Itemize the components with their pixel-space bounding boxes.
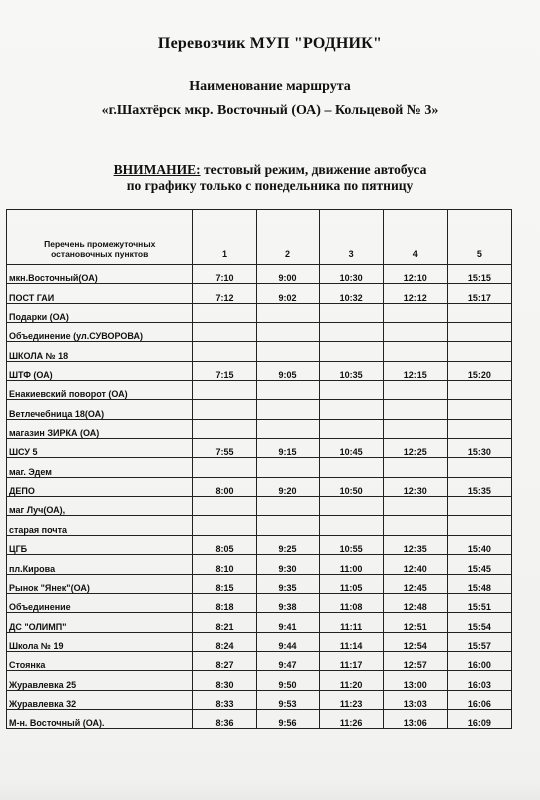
departure-time-cell (383, 400, 447, 419)
departure-time-cell: 7:15 (193, 361, 256, 380)
departure-time-cell (447, 303, 511, 322)
departure-time-cell (319, 342, 383, 361)
departure-time-cell (447, 419, 511, 438)
departure-time-cell (256, 458, 319, 477)
table-row (7, 671, 512, 690)
stop-name-cell: ШТФ (ОА) (7, 361, 193, 380)
departure-time-cell: 15:57 (447, 632, 511, 651)
stop-name-cell: ПОСТ ГАИ (7, 284, 193, 303)
departure-time-cell (193, 342, 256, 361)
departure-time-cell: 11:00 (319, 555, 383, 574)
departure-time-cell: 15:15 (447, 265, 511, 284)
carrier-title: Перевозчик МУП "РОДНИК" (157, 35, 383, 52)
table-row (7, 323, 512, 342)
departure-time-cell: 12:35 (383, 535, 447, 554)
departure-time-cell (319, 400, 383, 419)
table-row (7, 709, 512, 728)
departure-time-cell: 12:25 (383, 439, 447, 458)
stop-name-cell: ШКОЛА № 18 (7, 342, 193, 361)
trip-number-header: 1 (193, 210, 256, 265)
departure-time-cell: 10:45 (319, 439, 383, 458)
table-row (7, 497, 512, 516)
departure-time-cell: 12:12 (383, 284, 447, 303)
table-row (7, 593, 512, 612)
table-row (7, 555, 512, 574)
departure-time-cell: 12:54 (383, 632, 447, 651)
table-row (7, 419, 512, 438)
departure-time-cell (193, 419, 256, 438)
departure-time-cell: 12:48 (383, 593, 447, 612)
departure-time-cell: 15:48 (447, 574, 511, 593)
departure-time-cell (383, 419, 447, 438)
departure-time-cell: 12:30 (383, 477, 447, 496)
departure-time-cell (447, 516, 511, 535)
departure-time-cell: 9:35 (256, 574, 319, 593)
table-row (7, 613, 512, 632)
table-row (7, 690, 512, 709)
departure-time-cell (256, 419, 319, 438)
departure-time-cell (256, 400, 319, 419)
table-row (7, 632, 512, 651)
departure-time-cell (447, 497, 511, 516)
stop-name-cell: Стоянка (7, 651, 193, 670)
departure-time-cell (383, 381, 447, 400)
table-row (7, 516, 512, 535)
departure-time-cell (383, 458, 447, 477)
departure-time-cell: 9:53 (256, 690, 319, 709)
table-header-row (7, 210, 512, 265)
departure-time-cell: 11:08 (319, 593, 383, 612)
departure-time-cell: 8:15 (193, 574, 256, 593)
departure-time-cell: 8:24 (193, 632, 256, 651)
departure-time-cell (319, 458, 383, 477)
table-row (7, 477, 512, 496)
departure-time-cell: 9:47 (256, 651, 319, 670)
departure-time-cell: 13:00 (383, 671, 447, 690)
stop-name-cell: мкн.Восточный(ОА) (7, 265, 193, 284)
departure-time-cell (193, 516, 256, 535)
departure-time-cell: 8:00 (193, 477, 256, 496)
departure-time-cell (193, 381, 256, 400)
departure-time-cell (193, 303, 256, 322)
table-row (7, 303, 512, 322)
stop-name-cell: маг. Эдем (7, 458, 193, 477)
departure-time-cell: 8:21 (193, 613, 256, 632)
departure-time-cell: 9:05 (256, 361, 319, 380)
departure-time-cell: 15:30 (447, 439, 511, 458)
stop-name-cell: магазин ЗИРКА (ОА) (7, 419, 193, 438)
departure-time-cell: 10:30 (319, 265, 383, 284)
stop-name-cell: Рынок "Янек"(ОА) (7, 574, 193, 593)
stop-name-cell: пл.Кирова (7, 555, 193, 574)
table-row (7, 284, 512, 303)
table-row (7, 458, 512, 477)
departure-time-cell (447, 342, 511, 361)
departure-time-cell: 11:17 (319, 651, 383, 670)
departure-time-cell: 11:23 (319, 690, 383, 709)
departure-time-cell (447, 381, 511, 400)
table-row (7, 535, 512, 554)
departure-time-cell (319, 516, 383, 535)
stop-name-cell: ДЕПО (7, 477, 193, 496)
departure-time-cell: 16:00 (447, 651, 511, 670)
table-row (7, 342, 512, 361)
departure-time-cell (447, 323, 511, 342)
departure-time-cell: 15:51 (447, 593, 511, 612)
departure-time-cell (383, 342, 447, 361)
stop-name-cell: Ветлечебница 18(ОА) (7, 400, 193, 419)
departure-time-cell (319, 381, 383, 400)
departure-time-cell: 8:18 (193, 593, 256, 612)
departure-time-cell: 12:57 (383, 651, 447, 670)
trip-number-header: 3 (319, 210, 383, 265)
stop-name-cell: Школа № 19 (7, 632, 193, 651)
departure-time-cell (256, 516, 319, 535)
departure-time-cell: 7:55 (193, 439, 256, 458)
table-row (7, 651, 512, 670)
departure-time-cell: 9:41 (256, 613, 319, 632)
departure-time-cell (193, 323, 256, 342)
departure-time-cell: 7:12 (193, 284, 256, 303)
stop-name-cell: маг Луч(ОА), (7, 497, 193, 516)
departure-time-cell: 13:03 (383, 690, 447, 709)
departure-time-cell: 9:15 (256, 439, 319, 458)
table-row (7, 361, 512, 380)
departure-time-cell (256, 303, 319, 322)
stop-name-cell: ШСУ 5 (7, 439, 193, 458)
stop-name-cell: ЦГБ (7, 535, 193, 554)
departure-time-cell: 8:33 (193, 690, 256, 709)
trip-number-header: 5 (447, 210, 511, 265)
departure-time-cell (447, 458, 511, 477)
departure-time-cell: 9:38 (256, 593, 319, 612)
departure-time-cell (319, 497, 383, 516)
departure-time-cell: 12:51 (383, 613, 447, 632)
departure-time-cell: 9:30 (256, 555, 319, 574)
route-name: «г.Шахтёрск мкр. Восточный (ОА) – Кольцевой № 3» (101, 103, 439, 118)
departure-time-cell (383, 303, 447, 322)
departure-time-cell (383, 497, 447, 516)
stops-column-header: Перечень промежуточных остановочных пунктов (7, 210, 193, 265)
departure-time-cell: 9:00 (256, 265, 319, 284)
stop-name-cell: ДС "ОЛИМП" (7, 613, 193, 632)
departure-time-cell: 7:10 (193, 265, 256, 284)
departure-time-cell: 12:40 (383, 555, 447, 574)
departure-time-cell (193, 497, 256, 516)
departure-time-cell (256, 323, 319, 342)
page-bottom-shade (0, 780, 540, 800)
departure-time-cell (256, 497, 319, 516)
departure-time-cell (256, 342, 319, 361)
departure-time-cell (383, 516, 447, 535)
departure-time-cell: 15:45 (447, 555, 511, 574)
stop-name-cell: Енакиевский поворот (ОА) (7, 381, 193, 400)
stop-name-cell: старая почта (7, 516, 193, 535)
table-row (7, 381, 512, 400)
stop-name-cell: М-н. Восточный (ОА). (7, 709, 193, 728)
schedule-table (6, 209, 512, 729)
departure-time-cell: 8:10 (193, 555, 256, 574)
departure-time-cell: 11:20 (319, 671, 383, 690)
departure-time-cell: 15:20 (447, 361, 511, 380)
departure-time-cell (193, 458, 256, 477)
departure-time-cell (383, 323, 447, 342)
departure-time-cell: 13:06 (383, 709, 447, 728)
departure-time-cell: 8:36 (193, 709, 256, 728)
departure-time-cell: 10:55 (319, 535, 383, 554)
table-row (7, 574, 512, 593)
table-row (7, 400, 512, 419)
departure-time-cell: 11:14 (319, 632, 383, 651)
departure-time-cell: 10:35 (319, 361, 383, 380)
departure-time-cell: 9:02 (256, 284, 319, 303)
notice-line-2: по графику только с понедельника по пятницу (126, 178, 414, 193)
departure-time-cell: 12:15 (383, 361, 447, 380)
departure-time-cell: 8:05 (193, 535, 256, 554)
stop-name-cell: Журавлевка 25 (7, 671, 193, 690)
departure-time-cell (447, 400, 511, 419)
departure-time-cell (256, 381, 319, 400)
departure-time-cell (319, 419, 383, 438)
departure-time-cell: 8:30 (193, 671, 256, 690)
notice-line-1-text: тестовый режим, движение автобуса (203, 162, 427, 177)
departure-time-cell: 9:25 (256, 535, 319, 554)
departure-time-cell: 8:27 (193, 651, 256, 670)
table-row (7, 265, 512, 284)
departure-time-cell: 16:09 (447, 709, 511, 728)
departure-time-cell: 15:17 (447, 284, 511, 303)
stop-name-cell: Объединение (7, 593, 193, 612)
departure-time-cell (193, 400, 256, 419)
departure-time-cell: 12:10 (383, 265, 447, 284)
stop-name-cell: Журавлевка 32 (7, 690, 193, 709)
trip-number-header: 4 (383, 210, 447, 265)
departure-time-cell: 11:11 (319, 613, 383, 632)
departure-time-cell: 16:06 (447, 690, 511, 709)
departure-time-cell: 9:56 (256, 709, 319, 728)
stop-name-cell: Подарки (ОА) (7, 303, 193, 322)
departure-time-cell (319, 303, 383, 322)
departure-time-cell: 16:03 (447, 671, 511, 690)
route-label: Наименование маршрута (189, 79, 351, 94)
trip-number-header: 2 (256, 210, 319, 265)
departure-time-cell: 10:50 (319, 477, 383, 496)
stop-name-cell: Объединение (ул.СУВОРОВА) (7, 323, 193, 342)
departure-time-cell: 15:35 (447, 477, 511, 496)
departure-time-cell: 12:45 (383, 574, 447, 593)
departure-time-cell (319, 323, 383, 342)
departure-time-cell: 15:54 (447, 613, 511, 632)
departure-time-cell: 15:40 (447, 535, 511, 554)
departure-time-cell: 11:05 (319, 574, 383, 593)
departure-time-cell: 9:20 (256, 477, 319, 496)
departure-time-cell: 9:44 (256, 632, 319, 651)
table-row (7, 439, 512, 458)
departure-time-cell: 9:50 (256, 671, 319, 690)
departure-time-cell: 11:26 (319, 709, 383, 728)
departure-time-cell: 10:32 (319, 284, 383, 303)
notice-block (0, 162, 540, 194)
notice-warning-word: ВНИМАНИЕ: (113, 162, 201, 177)
notice-line-1 (0, 162, 540, 178)
